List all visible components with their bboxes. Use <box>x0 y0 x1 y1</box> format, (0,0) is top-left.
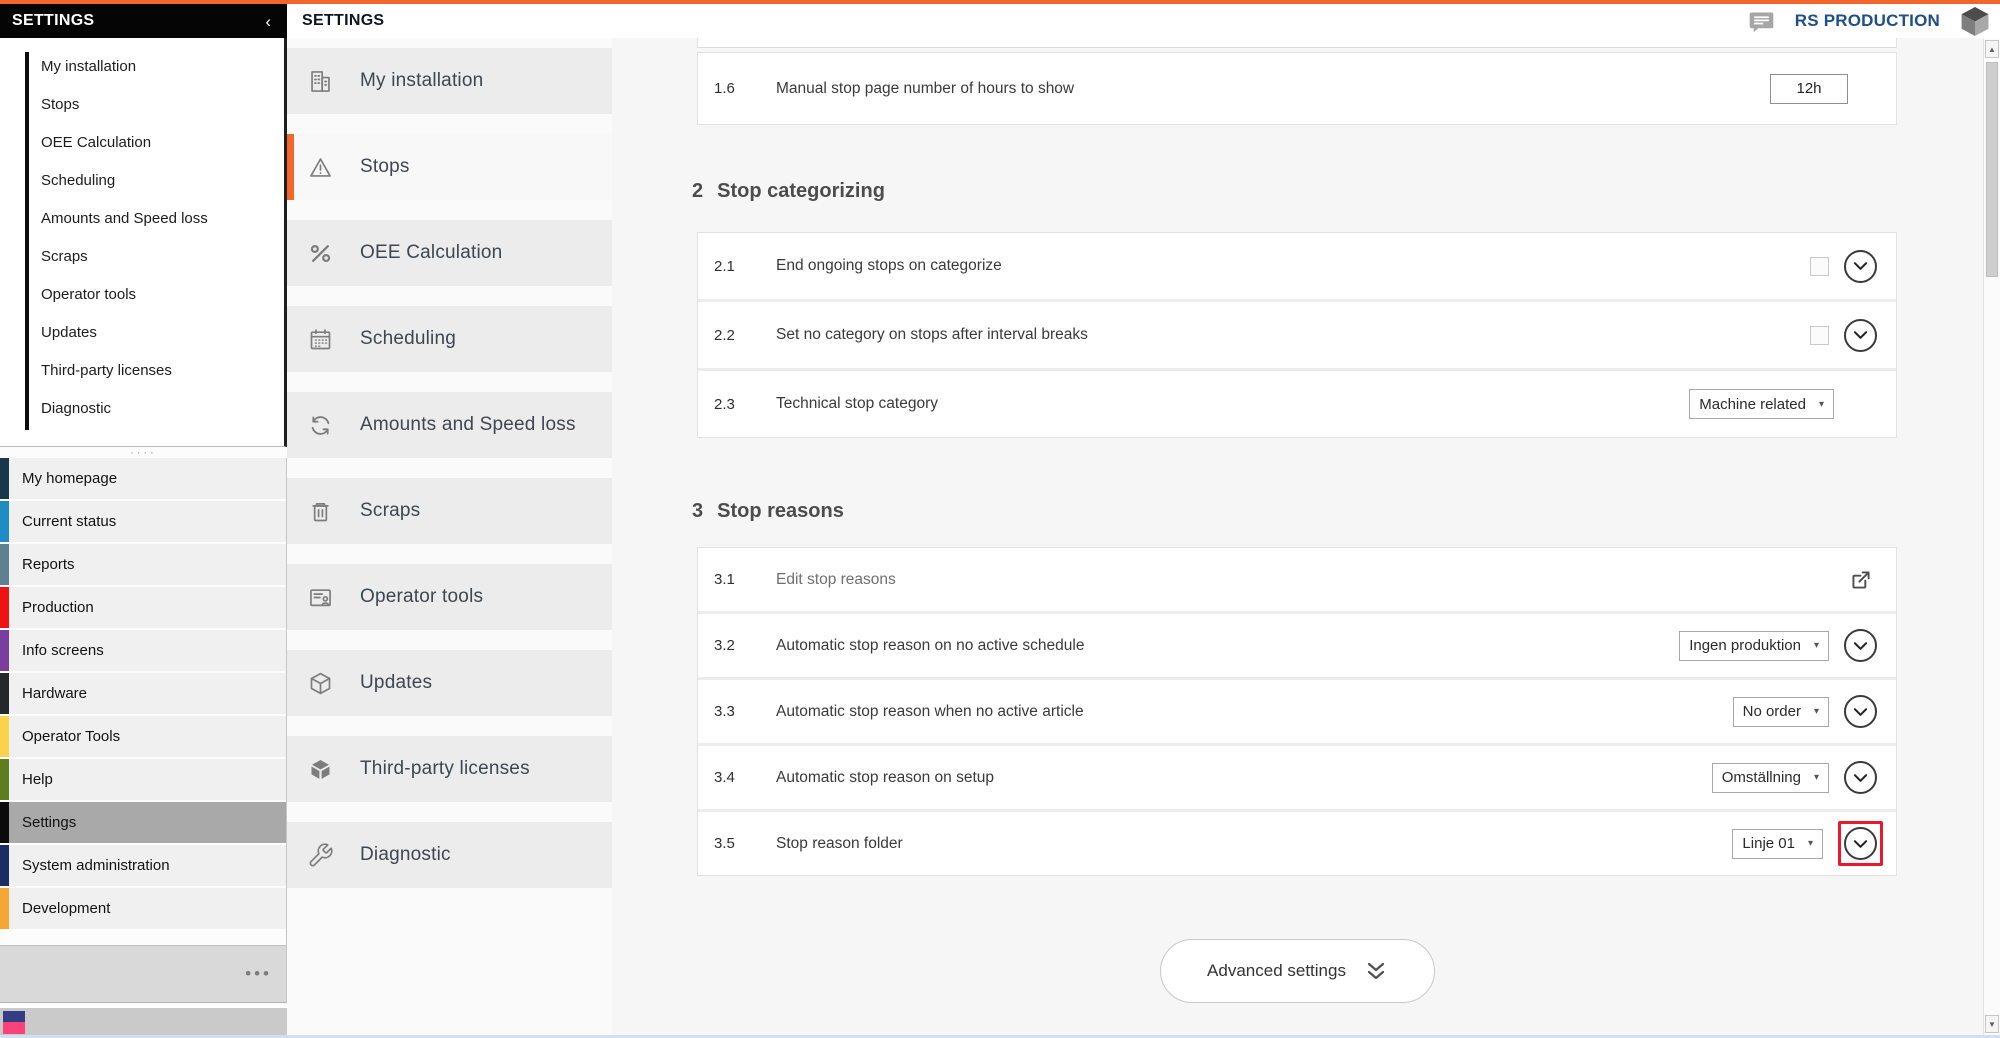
warning-triangle-icon <box>307 154 334 181</box>
setting-label: Automatic stop reason when no active article <box>776 702 1084 720</box>
vertical-scrollbar[interactable] <box>1983 38 2000 1038</box>
setting-label: Set no category on stops after interval breaks <box>776 326 1088 343</box>
setting-row-2-1 <box>698 233 1896 302</box>
building-icon <box>307 68 334 95</box>
left-sidebar <box>0 0 287 1038</box>
nav-item-label: My installation <box>360 70 484 91</box>
dropdown-arrow-icon: ▾ <box>1813 640 1819 651</box>
external-link-icon[interactable] <box>1848 567 1874 593</box>
menu-stripe <box>0 458 9 499</box>
advanced-settings-label: Advanced settings <box>1207 961 1346 980</box>
section-number: 3 <box>692 500 704 522</box>
no-active-article-reason-select[interactable] <box>1733 697 1829 727</box>
expander-button[interactable] <box>1844 629 1877 662</box>
settings-nav <box>287 38 612 1038</box>
section-title: Stop categorizing <box>717 180 885 202</box>
setting-row-3-3 <box>698 680 1896 746</box>
setting-label: Automatic stop reason on setup <box>776 768 994 786</box>
dropdown-arrow-icon: ▾ <box>1813 706 1819 717</box>
setting-row-3-4 <box>698 746 1896 812</box>
menu-item-label: Info screens <box>22 642 104 659</box>
menu-item-label: Operator Tools <box>22 728 121 745</box>
dropdown-arrow-icon: ▾ <box>1813 772 1819 783</box>
package-icon <box>307 670 334 697</box>
expander-button[interactable] <box>1844 695 1877 728</box>
setting-label: Automatic stop reason on no active schedule <box>776 636 1085 654</box>
expander-button[interactable] <box>1844 827 1877 860</box>
scrollbar-thumb[interactable] <box>1986 62 1998 277</box>
cube-logo-icon <box>1960 6 1990 37</box>
menu-stripe <box>0 544 9 585</box>
ellipsis-icon[interactable]: ••• <box>245 964 272 983</box>
sidebar-collapse-icon[interactable]: ‹ <box>265 11 271 31</box>
panel-splitter-handle[interactable]: ···· <box>0 447 287 458</box>
menu-stripe <box>0 673 9 714</box>
nav-item-scheduling[interactable] <box>287 306 612 372</box>
tree-item-amounts-and-speed-loss[interactable]: Amounts and Speed loss <box>41 210 208 227</box>
nav-item-label: Scheduling <box>360 328 457 349</box>
technical-stop-category-select[interactable] <box>1689 389 1834 419</box>
setting-row-3-5 <box>698 812 1896 875</box>
menu-item-label: Current status <box>22 513 117 530</box>
nav-item-stops[interactable] <box>287 134 612 200</box>
menu-item-label: Production <box>22 599 94 616</box>
menu-stripe <box>0 888 9 929</box>
double-chevron-down-icon <box>1364 960 1388 982</box>
menu-item-label: Reports <box>22 556 75 573</box>
menu-stripe <box>0 501 9 542</box>
nav-item-third-party-licenses[interactable] <box>287 736 612 802</box>
active-accent-bar <box>287 134 294 200</box>
tree-item-stops[interactable]: Stops <box>41 96 80 113</box>
tree-item-oee-calculation[interactable]: OEE Calculation <box>41 134 152 151</box>
nav-item-oee-calculation[interactable] <box>287 220 612 286</box>
app-logo-top <box>3 1011 25 1022</box>
trash-icon <box>307 498 334 525</box>
top-accent-line <box>0 0 2000 4</box>
section-heading-stop-reasons <box>692 500 1983 524</box>
menu-item-info-screens[interactable] <box>0 630 286 671</box>
nav-item-updates[interactable] <box>287 650 612 716</box>
highlight-annotation-box <box>1838 821 1883 866</box>
menu-item-my-homepage[interactable] <box>0 458 286 499</box>
menu-item-current-status[interactable] <box>0 501 286 542</box>
menu-stripe <box>0 802 9 843</box>
sidebar-bottom-bar <box>0 1008 287 1038</box>
menu-overflow-area <box>0 945 286 1003</box>
menu-item-label: Help <box>22 771 53 788</box>
setting-number: 2.1 <box>714 257 735 275</box>
setting-row-3-1 <box>698 548 1896 614</box>
tree-item-operator-tools[interactable]: Operator tools <box>41 286 137 303</box>
section-card-stop-categorizing <box>697 232 1897 438</box>
dropdown-arrow-icon: ▾ <box>1807 838 1813 849</box>
nav-item-amounts-and-speed-loss[interactable] <box>287 392 612 458</box>
page-title: SETTINGS <box>302 12 385 29</box>
setting-number: 3.4 <box>714 769 735 786</box>
setting-label: End ongoing stops on categorize <box>776 257 1002 274</box>
app-logo-bottom <box>3 1022 25 1034</box>
tree-indent-line <box>25 52 29 430</box>
expander-button[interactable] <box>1844 319 1877 352</box>
setting-number: 2.3 <box>714 395 735 413</box>
settings-tree-panel <box>0 38 287 447</box>
expander-button[interactable] <box>1844 250 1877 283</box>
nav-item-label: Operator tools <box>360 586 484 607</box>
nav-item-my-installation[interactable] <box>287 48 612 114</box>
no-active-schedule-reason-select[interactable] <box>1679 631 1829 661</box>
setting-label: Technical stop category <box>776 395 938 412</box>
settings-content <box>612 38 1983 1038</box>
menu-item-production[interactable] <box>0 587 286 628</box>
section-title: Stop reasons <box>717 500 844 522</box>
menu-stripe <box>0 716 9 757</box>
advanced-settings-button[interactable] <box>1160 939 1435 1003</box>
setting-number: 3.2 <box>714 637 735 654</box>
setup-reason-select[interactable] <box>1712 763 1829 793</box>
setting-label: Stop reason folder <box>776 834 903 852</box>
percent-icon <box>307 240 334 267</box>
main-menu <box>0 458 287 1003</box>
tree-item-my-installation[interactable]: My installation <box>41 58 137 75</box>
nav-item-operator-tools[interactable] <box>287 564 612 630</box>
menu-item-reports[interactable] <box>0 544 286 585</box>
menu-item-label: Development <box>22 900 111 917</box>
nav-item-label: Updates <box>360 672 433 693</box>
nav-item-label: Amounts and Speed loss <box>360 414 576 435</box>
nav-item-label: Stops <box>360 156 410 177</box>
tree-item-diagnostic[interactable]: Diagnostic <box>41 400 112 417</box>
menu-item-label: Hardware <box>22 685 88 702</box>
setting-row-2-3 <box>698 371 1896 437</box>
app-logo <box>3 1011 25 1034</box>
setting-number: 2.2 <box>714 326 735 344</box>
expander-button[interactable] <box>1844 761 1877 794</box>
tree-item-third-party-licenses[interactable]: Third-party licenses <box>41 362 172 379</box>
modules-icon <box>307 756 334 783</box>
menu-stripe <box>0 759 9 800</box>
tree-item-scheduling[interactable]: Scheduling <box>41 172 116 189</box>
setting-number: 1.6 <box>714 80 735 97</box>
section-number: 2 <box>692 180 704 202</box>
menu-item-label: Settings <box>22 814 77 831</box>
setting-number: 3.5 <box>714 835 735 852</box>
menu-stripe <box>0 845 9 886</box>
wrench-icon <box>307 842 334 869</box>
section-card-stop-reasons <box>697 547 1897 876</box>
sidebar-header <box>0 4 287 38</box>
brand-name: RS PRODUCTION <box>1794 11 1940 30</box>
tree-item-scraps[interactable]: Scraps <box>41 248 88 265</box>
setting-number: 3.1 <box>714 571 735 588</box>
setting-row-3-2 <box>698 614 1896 680</box>
select-value: Ingen produktion <box>1689 637 1801 654</box>
setting-row-1-6 <box>697 52 1897 125</box>
menu-item-system-administration[interactable] <box>0 845 286 886</box>
nav-item-label: Diagnostic <box>360 844 451 865</box>
setting-label: Manual stop page number of hours to show <box>776 79 1075 97</box>
menu-item-hardware[interactable] <box>0 673 286 714</box>
select-value: Machine related <box>1699 395 1806 413</box>
menu-item-help[interactable] <box>0 759 286 800</box>
nav-item-label: Scraps <box>360 500 421 521</box>
menu-item-settings[interactable] <box>0 802 286 843</box>
hours-to-show-input[interactable]: 12h <box>1770 74 1848 104</box>
end-ongoing-stops-checkbox[interactable] <box>1810 257 1829 276</box>
calendar-icon <box>307 326 334 353</box>
menu-stripe <box>0 630 9 671</box>
section-heading-stop-categorizing <box>692 180 1983 204</box>
dropdown-arrow-icon: ▾ <box>1818 398 1824 410</box>
refresh-icon <box>307 412 334 439</box>
select-value: Omställning <box>1721 769 1801 786</box>
setting-label: Edit stop reasons <box>776 570 896 588</box>
top-bar <box>287 4 2000 38</box>
menu-item-operator-tools[interactable] <box>0 716 286 757</box>
menu-item-development[interactable] <box>0 888 286 929</box>
setting-row-2-2 <box>698 302 1896 371</box>
menu-stripe <box>0 587 9 628</box>
nav-item-label: OEE Calculation <box>360 242 503 263</box>
nav-item-diagnostic[interactable] <box>287 822 612 888</box>
scroll-down-button[interactable]: ▼ <box>1985 1015 1999 1033</box>
stop-reason-folder-select[interactable] <box>1732 829 1823 859</box>
no-category-after-breaks-checkbox[interactable] <box>1810 326 1829 345</box>
sidebar-title: SETTINGS <box>12 12 95 29</box>
operator-card-icon <box>307 584 334 611</box>
nav-item-scraps[interactable] <box>287 478 612 544</box>
menu-item-label: My homepage <box>22 470 118 487</box>
setting-number: 3.3 <box>714 703 735 720</box>
scroll-up-button[interactable]: ▲ <box>1985 40 1999 58</box>
chat-icon[interactable] <box>1748 8 1775 35</box>
partial-row-card <box>697 38 1897 48</box>
select-value: No order <box>1742 703 1801 720</box>
nav-item-label: Third-party licenses <box>360 758 530 779</box>
menu-item-label: System administration <box>22 857 170 874</box>
select-value: Linje 01 <box>1742 835 1795 852</box>
tree-item-updates[interactable]: Updates <box>41 324 97 341</box>
